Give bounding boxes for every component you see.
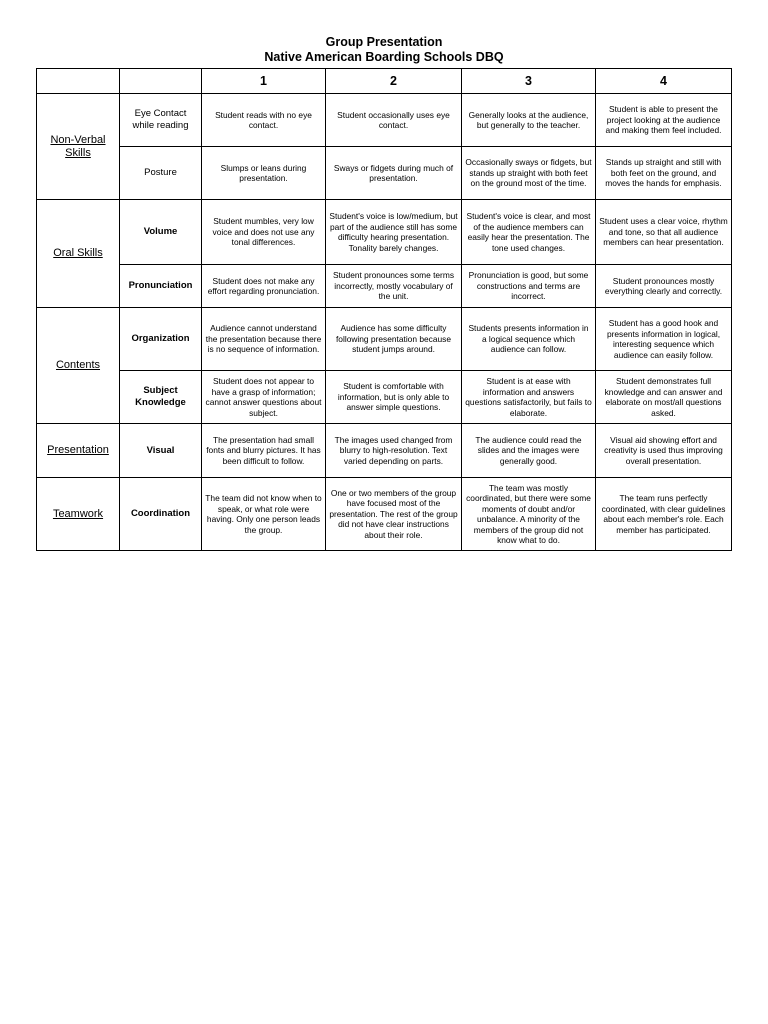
- table-row: [37, 200, 732, 265]
- rubric-cell: Student is able to present the project looking at the audience and making them feel included.: [596, 94, 732, 147]
- rubric-cell: Sways or fidgets during much of presentation.: [326, 147, 462, 200]
- rubric-cell: Student pronounces some terms incorrectly, mostly vocabulary of the unit.: [326, 265, 462, 308]
- table-row: [37, 147, 732, 200]
- table-row: [37, 371, 732, 424]
- rubric-cell: Students presents information in a logical sequence which audience can follow.: [462, 308, 596, 371]
- rubric-cell: One or two members of the group have focused most of the presentation. The rest of the group did not have clear instructions about their role.: [326, 478, 462, 551]
- table-row: [37, 265, 732, 308]
- rubric-cell: The audience could read the slides and the images were generally good.: [462, 424, 596, 478]
- table-row: [37, 308, 732, 371]
- rubric-cell: Audience has some difficulty following presentation because student jumps around.: [326, 308, 462, 371]
- criterion-eye-contact: Eye Contact while reading: [120, 94, 202, 147]
- rubric-cell: Student occasionally uses eye contact.: [326, 94, 462, 147]
- rubric-cell: Pronunciation is good, but some constructions and terms are incorrect.: [462, 265, 596, 308]
- criterion-posture: Posture: [120, 147, 202, 200]
- criterion-pronunciation: Pronunciation: [120, 265, 202, 308]
- table-row: [37, 94, 732, 147]
- rubric-cell: Student is comfortable with information, but is only able to answer simple questions.: [326, 371, 462, 424]
- rubric-cell: The team did not know when to speak, or what role were having. Only one person leads the group.: [202, 478, 326, 551]
- corner-blank-cell: [37, 69, 120, 94]
- rubric-cell: Student does not make any effort regarding pronunciation.: [202, 265, 326, 308]
- criterion-organization: Organization: [120, 308, 202, 371]
- rubric-cell: Student's voice is low/medium, but part of the audience still has some difficulty hearing presentation. Tonality barely changes.: [326, 200, 462, 265]
- rubric-cell: The presentation had small fonts and blurry pictures. It has been difficult to follow.: [202, 424, 326, 478]
- table-row: [37, 478, 732, 551]
- criterion-visual: Visual: [120, 424, 202, 478]
- page-subtitle: Native American Boarding Schools DBQ: [264, 50, 504, 64]
- criterion-volume: Volume: [120, 200, 202, 265]
- rubric-cell: Stands up straight and still with both feet on the ground, and moves the hands for emphasis.: [596, 147, 732, 200]
- score-header-3: 3: [462, 69, 596, 94]
- table-row: [37, 424, 732, 478]
- rubric-cell: Student pronounces mostly everything clearly and correctly.: [596, 265, 732, 308]
- criterion-header-blank-cell: [120, 69, 202, 94]
- score-header-row: [37, 69, 732, 94]
- page-title: Group Presentation: [325, 35, 443, 49]
- rubric-cell: Occasionally sways or fidgets, but stands up straight with both feet on the ground most of the time.: [462, 147, 596, 200]
- rubric-cell: Student does not appear to have a grasp of information; cannot answer questions about subject.: [202, 371, 326, 424]
- rubric-cell: Audience cannot understand the presentation because there is no sequence of information.: [202, 308, 326, 371]
- rubric-cell: Student has a good hook and presents information in logical, interesting sequence which audience can easily follow.: [596, 308, 732, 371]
- rubric-cell: Student mumbles, very low voice and does not use any tonal differences.: [202, 200, 326, 265]
- category-oral-skills: Oral Skills: [37, 200, 120, 308]
- rubric-cell: The team was mostly coordinated, but there were some moments of doubt and/or unbalance. A minority of the members of the group did not know what to do.: [462, 478, 596, 551]
- category-teamwork: Teamwork: [37, 478, 120, 551]
- criterion-coordination: Coordination: [120, 478, 202, 551]
- rubric-cell: Visual aid showing effort and creativity is used thus improving overall presentation.: [596, 424, 732, 478]
- rubric-cell: Student demonstrates full knowledge and can answer and elaborate on most/all questions asked.: [596, 371, 732, 424]
- category-contents: Contents: [37, 308, 120, 424]
- rubric-cell: The team runs perfectly coordinated, with clear guidelines about each member's role. Each member has participated.: [596, 478, 732, 551]
- rubric-cell: Student is at ease with information and answers questions satisfactorily, but fails to elaborate.: [462, 371, 596, 424]
- rubric-cell: Student's voice is clear, and most of the audience members can easily hear the presentation. The tone used changes.: [462, 200, 596, 265]
- rubric-cell: Generally looks at the audience, but generally to the teacher.: [462, 94, 596, 147]
- rubric-table: [36, 68, 732, 551]
- rubric-cell: The images used changed from blurry to high-resolution. Text varied depending on parts.: [326, 424, 462, 478]
- rubric-cell: Slumps or leans during presentation.: [202, 147, 326, 200]
- page-header: [0, 35, 768, 65]
- score-header-4: 4: [596, 69, 732, 94]
- rubric-cell: Student reads with no eye contact.: [202, 94, 326, 147]
- score-header-2: 2: [326, 69, 462, 94]
- category-non-verbal-skills: Non-Verbal Skills: [37, 94, 120, 200]
- rubric-cell: Student uses a clear voice, rhythm and tone, so that all audience members can hear presentation.: [596, 200, 732, 265]
- category-presentation: Presentation: [37, 424, 120, 478]
- criterion-subject-knowledge: Subject Knowledge: [120, 371, 202, 424]
- score-header-1: 1: [202, 69, 326, 94]
